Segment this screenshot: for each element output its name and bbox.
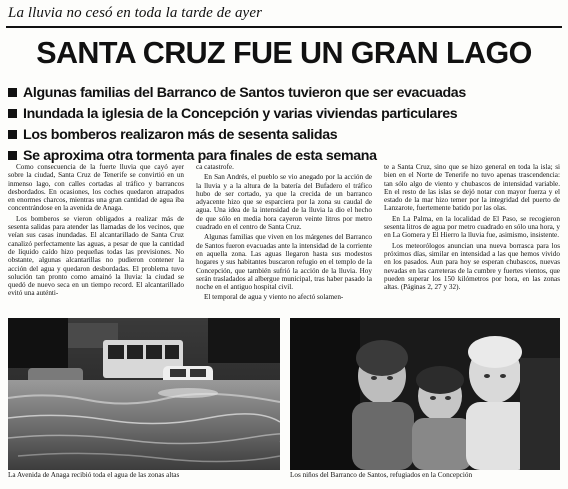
paragraph: Los meteorólogos anuncian una nueva borrasca para los próximos días, similar en intensidad a las que hemos vivido en los pasados. Aun para hoy se esperan chubascos, nuevas nevadas en las carreteras de la cumbre y fuertes vientos, que pueden superar los 150 kilómetros por hora, en las zonas altas. (Páginas 2, 27 y 32). bbox=[384, 241, 560, 292]
bullet-square-icon bbox=[8, 130, 17, 139]
paragraph: ca catastrofe. bbox=[196, 163, 234, 171]
subheadline-item: Se aproxima otra tormenta para finales de esta semana bbox=[8, 145, 560, 166]
paragraph: En La Palma, en la localidad de El Paso, se recogieron sesenta litros de agua por metro cuadrado en sólo una hora, y en La Gomera y El Hierro la lluvia fue, asimismo, insistente. bbox=[384, 214, 560, 240]
paragraph: Los bomberos se vieron obligados a realizar más de sesenta salidas para atender las llamadas de los vecinos, que veían sus casas inundadas. El alcantarillado de Santa Cruz canalizó perfectamente las aguas, a pesar de que la cantidad de líquido caído hizo pequeñas todas las previsiones. No obstante, algunas alcantarillas no pudieron contener la acción del agua y quedaron desbordadas. El problema tuvo solución tan pronto como amainó la lluvia: la ciudad se quedó de nuevo seca en un tiempo record. El alcantarillado evitó una auténti- bbox=[8, 214, 184, 298]
paragraph: te a Santa Cruz, sino que se hizo general en toda la isla; si bien en el Norte de Tenerife no tuvo apenas trascendencia: tan sólo algo de viento y chubascos de intensidad variable. En el resto de las islas se dejó notar con mayor fuerza y el estado de la mar hizo temer por la integridad del puerto de Lanzarote, fuertemente batido por las olas. bbox=[384, 163, 560, 213]
headline: SANTA CRUZ FUE UN GRAN LAGO bbox=[36, 36, 532, 70]
kicker-line: La lluvia no cesó en toda la tarde de ayer bbox=[8, 5, 263, 21]
photo-caption-2: Los niños del Barranco de Santos, refugiados en la Concepción bbox=[290, 471, 473, 479]
subheadline-item: Algunas familias del Barranco de Santos tuvieron que ser evacuadas bbox=[8, 82, 560, 103]
article-column-2 bbox=[196, 163, 372, 315]
paragraph: En San Andrés, el pueblo se vio anegado por la acción de la lluvia y a la altura de la batería del Bufadero el tráfico hubo de ser cortado, ya que la crecida de un barranco adyacente hizo que se esparciera por la zona su caudal de agua. Una idea de la intensidad de la lluvia la dio el hecho de que sólo en media hora cayeron veinte litros por metro cuadrado en el centro de Santa Cruz. bbox=[196, 173, 372, 232]
flooded-avenue-image bbox=[8, 318, 280, 470]
paragraph: Como consecuencia de la fuerte lluvia que cayó ayer sobre la ciudad, Santa Cruz de Tenerife se convirtió en un inmenso lago, con calles cortadas al tráfico y barrancos desbordados. En ocasiones, los coches quedaron atrapados en enormes charcos, mientras una gran cantidad de agua iba concentrándose en la avenida de Anaga. bbox=[8, 163, 184, 213]
bullet-square-icon bbox=[8, 109, 17, 118]
flooded-avenue-photo bbox=[8, 318, 280, 470]
subheadline-item: Los bomberos realizaron más de sesenta salidas bbox=[8, 124, 560, 145]
article-body bbox=[8, 163, 560, 315]
paragraph: El temporal de agua y viento no afectó solamen- bbox=[204, 293, 344, 302]
bullet-square-icon bbox=[8, 151, 17, 160]
children-refuge-photo bbox=[290, 318, 560, 470]
children-refuge-image bbox=[290, 318, 560, 470]
article-column-1 bbox=[8, 163, 184, 315]
bullet-square-icon bbox=[8, 88, 17, 97]
paragraph: Algunas familias que viven en los márgenes del Barranco de Santos fueron evacuadas ante la intensidad de la corriente en aquella zona. Las aguas llegaron hasta sus modestos hogares y sus habitantes buscaron refugio en el templo de la Concepción, que también sufrió la acción de la lluvia. Hoy serán trasladados al albergue municipal, tras haber pasado la noche en el antiguo hospital civil. bbox=[196, 233, 372, 292]
subheadline-item: Inundada la iglesia de la Concepción y varias viviendas particulares bbox=[8, 103, 560, 124]
photo-caption-1: La Avenida de Anaga recibió toda el agua de las zonas altas bbox=[8, 471, 180, 479]
article-column-3 bbox=[384, 163, 560, 315]
top-rule bbox=[6, 26, 562, 28]
subheadlines bbox=[8, 82, 560, 166]
